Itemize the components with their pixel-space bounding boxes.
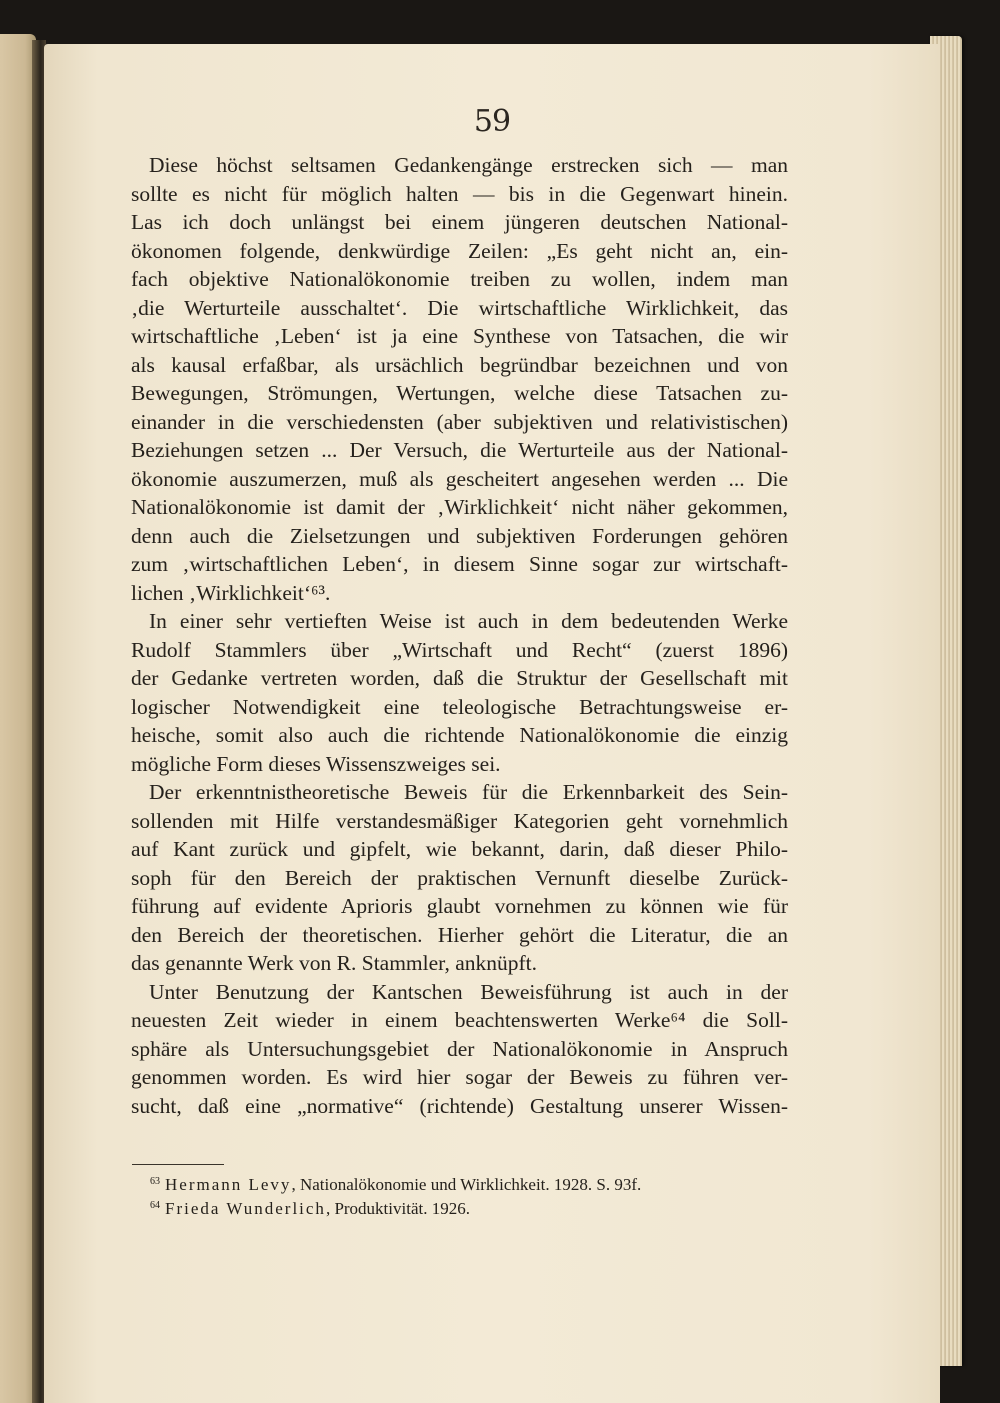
text-line: neuesten Zeit wieder in einem beachtenswerten Werke⁶⁴ die Soll-: [131, 1008, 788, 1032]
text-line: ‚die Werturteile ausschaltet‘. Die wirtschaftliche Wirklichkeit, das: [131, 295, 788, 320]
text-line: soph für den Bereich der praktischen Vernunft dieselbe Zurück-: [131, 865, 788, 890]
text-line: sphäre als Untersuchungsgebiet der Nationalökonomie in Anspruch: [131, 1036, 788, 1061]
text-line: führung auf evidente Aprioris glaubt vornehmen zu können wie für: [131, 894, 788, 918]
text-line: zum ‚wirtschaftlichen Leben‘, in diesem Sinne sogar zur wirtschaft-: [131, 552, 788, 576]
text-line: logischer Notwendigkeit eine teleologische Betrachtungsweise er-: [131, 694, 788, 719]
body-text: [131, 151, 788, 1120]
footnote-marker: 63: [150, 1176, 160, 1187]
text-line: Der erkenntnistheoretische Beweis für die Erkennbarkeit des Sein-: [149, 780, 788, 804]
text-line: Beziehungen setzen ... Der Versuch, die Werturteile aus der National-: [131, 438, 788, 462]
text-line: genommen worden. Es wird hier sogar der Beweis zu führen ver-: [131, 1065, 788, 1089]
text-line: Las ich doch unlängst bei einem jüngeren deutschen National-: [131, 210, 788, 234]
text-line: sollte es nicht für möglich halten — bis in die Gegenwart hinein.: [131, 181, 788, 206]
text-line: mögliche Form dieses Wissenszweiges sei.: [131, 751, 501, 776]
footnote: [150, 1171, 770, 1195]
text-line: den Bereich der theoretischen. Hierher gehört die Literatur, die an: [131, 922, 788, 947]
text-line: wirtschaftliche ‚Leben‘ ist ja eine Synthese von Tatsachen, die wir: [131, 324, 788, 348]
footnote: [150, 1195, 770, 1219]
footnote-marker: 64: [150, 1200, 160, 1211]
text-line: als kausal erfaßbar, als ursächlich begründbar bezeichnen und von: [131, 352, 788, 377]
text-line: ökonomen folgende, denkwürdige Zeilen: „Es geht nicht an, ein-: [131, 238, 788, 263]
text-line: Nationalökonomie ist damit der ‚Wirklichkeit‘ nicht näher gekommen,: [131, 495, 788, 519]
book-page: [44, 44, 940, 1403]
footnote-author: Frieda Wunderlich: [165, 1199, 326, 1218]
text-line: denn auch die Zielsetzungen und subjektiven Forderungen gehören: [131, 523, 788, 548]
text-line: lichen ‚Wirklichkeit‘⁶³.: [131, 580, 331, 605]
text-line: einander in die verschiedensten (aber subjektiven und relativistischen): [131, 409, 788, 434]
text-line: In einer sehr vertieften Weise ist auch in dem bedeutenden Werke: [149, 609, 788, 633]
text-line: fach objektive Nationalökonomie treiben zu wollen, indem man: [131, 267, 788, 291]
footnote-author: Hermann Levy: [165, 1175, 292, 1194]
text-line: Unter Benutzung der Kantschen Beweisführung ist auch in der: [149, 979, 788, 1004]
footnote-citation: , Produktivität. 1926.: [325, 1199, 470, 1218]
text-line: ökonomie auszumerzen, muß als gescheitert angesehen werden ... Die: [131, 466, 788, 491]
text-line: Rudolf Stammlers über „Wirtschaft und Recht“ (zuerst 1896): [131, 637, 788, 662]
footnote-citation: , Nationalökonomie und Wirklichkeit. 1928. S. 93f.: [291, 1175, 642, 1194]
text-line: auf Kant zurück und gipfelt, wie bekannt, darin, daß dieser Philo-: [131, 837, 788, 861]
left-page-edge: [0, 34, 36, 1403]
text-line: der Gedanke vertreten worden, daß die Struktur der Gesellschaft mit: [131, 666, 788, 690]
text-line: Diese höchst seltsamen Gedankengänge erstrecken sich — man: [149, 153, 788, 177]
text-line: sollenden mit Hilfe verstandesmäßiger Kategorien geht vornehmlich: [131, 808, 788, 833]
text-line: heische, somit also auch die richtende Nationalökonomie die einzig: [131, 723, 788, 747]
text-line: das genannte Werk von R. Stammler, anknüpft.: [131, 951, 538, 975]
footnotes: [150, 1171, 770, 1219]
text-line: Bewegungen, Strömungen, Wertungen, welche diese Tatsachen zu-: [131, 381, 788, 405]
footnote-divider: [132, 1164, 224, 1165]
page-number: 59: [473, 104, 511, 139]
text-line: sucht, daß eine „normative“ (richtende) Gestaltung unserer Wissen-: [131, 1093, 788, 1118]
